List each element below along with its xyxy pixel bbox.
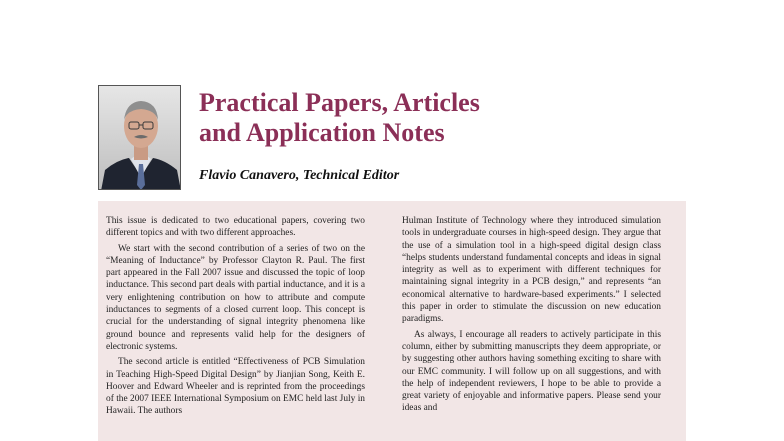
article-body-panel — [98, 201, 686, 441]
article-title — [199, 88, 480, 148]
title-line-1: Practical Papers, Articles — [199, 88, 480, 117]
body-paragraph: Hulman Institute of Technology where they introduced simulation tools in undergraduate courses in high-speed design. They argue that the use of a simulation tool in a high-speed digital design class “helps students understand fundamental concepts and ideas in signal integrity as well as to experiment with different techniques for maintaining signal integrity in a PCB design,” and represents “an economical alternative to hardware-based experiments.” I selected this paper in order to stimulate the discussion on new education paradigms. — [402, 216, 661, 325]
author-byline: Flavio Canavero, Technical Editor — [199, 168, 400, 183]
editor-portrait — [98, 85, 181, 190]
body-column-right — [402, 215, 661, 418]
title-line-2: and Application Notes — [199, 118, 445, 147]
body-column-left — [106, 215, 365, 421]
body-paragraph: The second article is entitled “Effectiveness of PCB Simulation in Teaching High-Speed Digital Design” by Jianjian Song, Keith E. Hoover and Edward Wheeler and is reprinted from the proceedings of the 2007 IEEE International Symposium on EMC held last July in Hawaii. The authors — [106, 357, 365, 417]
body-paragraph: We start with the second contribution of a series of two on the “Meaning of Inductance” by Professor Clayton R. Paul. The first part appeared in the Fall 2007 issue and discussed the topic of loop inductance. This second part deals with partial inductance, and it is a very enlightening contribution on how to attribute and compute inductances to segments of a closed current loop. This concept is crucial for the understanding of signal integrity phenomena like ground bounce and represents valid help for the designers of electronic systems. — [106, 243, 365, 352]
body-paragraph: This issue is dedicated to two educational papers, covering two different topics and with two different approaches. — [106, 216, 365, 239]
body-paragraph: As always, I encourage all readers to actively participate in this column, either by submitting manuscripts they deem appropriate, or by suggesting other authors having something exciting to share with our EMC community. I will follow up on all suggestions, and with the help of independent reviewers, I hope to be able to provide a great variety of enjoyable and informative papers. Please send your ideas and — [402, 329, 661, 414]
